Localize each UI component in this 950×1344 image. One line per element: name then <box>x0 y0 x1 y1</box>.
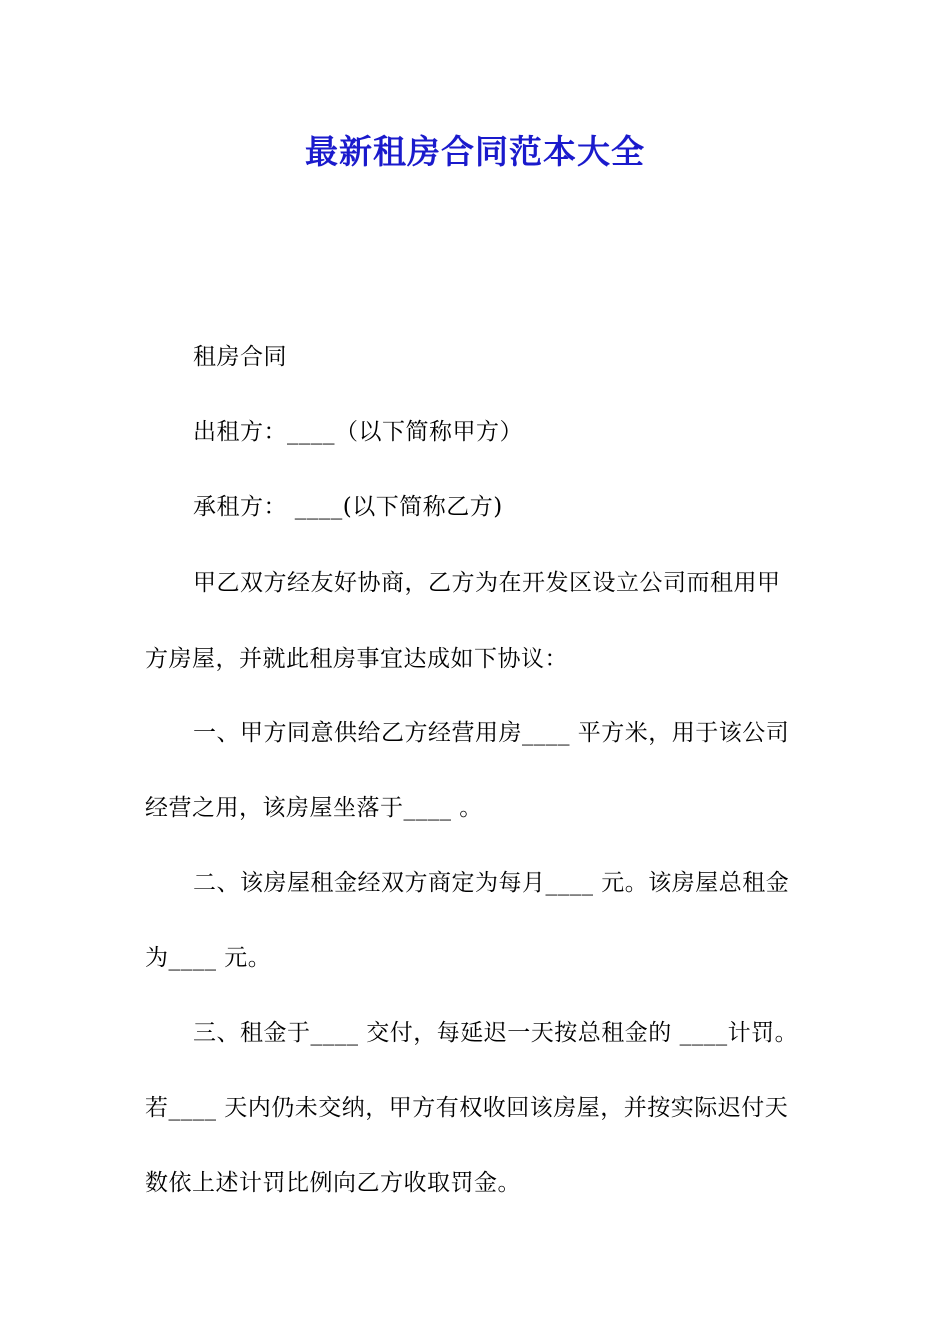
intro-paragraph-line-2: 方房屋，并就此租房事宜达成如下协议： <box>145 646 568 672</box>
clause-3-line-3: 数依上述计罚比例向乙方收取罚金。 <box>145 1170 521 1196</box>
clause-2-line-1: 二、该房屋租金经双方商定为每月____ 元。该房屋总租金 <box>193 870 790 896</box>
intro-paragraph-line-1: 甲乙双方经友好协商，乙方为在开发区设立公司而租用甲 <box>193 570 781 596</box>
clause-3-line-2: 若____ 天内仍未交纳，甲方有权收回该房屋，并按实际迟付天 <box>145 1095 789 1121</box>
lessee-line: 承租方： ____(以下简称乙方) <box>193 494 503 520</box>
clause-1-line-2: 经营之用，该房屋坐落于____ 。 <box>145 795 483 821</box>
clause-3-line-1: 三、租金于____ 交付，每延迟一天按总租金的 ____计罚。 <box>193 1020 799 1046</box>
clause-1-line-1: 一、甲方同意供给乙方经营用房____ 平方米，用于该公司 <box>193 720 790 746</box>
clause-2-line-2: 为____ 元。 <box>145 945 272 971</box>
contract-heading: 租房合同 <box>193 344 287 370</box>
document-title: 最新租房合同范本大全 <box>305 132 645 171</box>
lessor-line: 出租方：____（以下简称甲方） <box>193 419 523 445</box>
